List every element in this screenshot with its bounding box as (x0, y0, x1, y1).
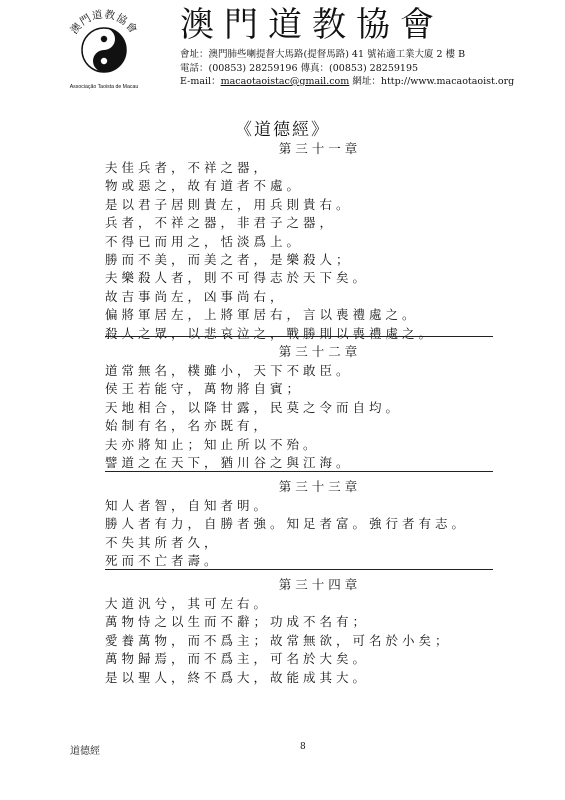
phone-fax-text: 電話：(00853) 28259196 傳真：(00853) 28259195 (180, 62, 419, 74)
document-title: 《道德經》 (235, 120, 330, 140)
logo-ring-text: 澳門道教協會 (68, 8, 140, 37)
chapter-32 (105, 342, 495, 472)
section-divider (105, 336, 493, 337)
verse-line: 死而不亡者壽。 (105, 553, 221, 569)
section-divider (105, 471, 493, 472)
contact-info (180, 48, 514, 89)
email-label: E-mail： (180, 76, 221, 87)
verse-line: 夫亦將知止；知止所以不殆。 (105, 436, 320, 452)
website-link[interactable]: http://www.macaotaoist.org (380, 76, 515, 87)
verse-line: 大道汎兮，其可左右。 (105, 596, 271, 611)
verse-line: 道常無名，樸雖小，天下不敢臣。 (105, 363, 353, 378)
footer-document-name: 道德經 (70, 746, 100, 757)
verse-line: 偏將軍居左，上將軍居右，言以喪禮處之。 (105, 307, 419, 323)
organization-name: 澳門道教協會 (180, 5, 444, 45)
address-text: 會址：澳門肺些喇提督大馬路(提督馬路) 41 號祐適工業大廈 2 樓 B (180, 49, 466, 60)
chapter-heading: 第三十四章 (278, 577, 362, 592)
verse-line: 始制有名，名亦既有， (105, 418, 271, 434)
verse-line: 故吉事尚左，凶事尚右， (105, 288, 287, 304)
verse-line: 不得已而用之，恬淡爲上。 (105, 233, 304, 249)
chapter-heading: 第三十一章 (278, 141, 362, 156)
email-website-row (180, 75, 514, 89)
verse-line: 譬道之在天下，猶川谷之與江海。 (105, 454, 353, 470)
verse-line: 知人者智，自知者明。 (105, 498, 271, 513)
verse-line: 不失其所者久， (105, 534, 221, 550)
verse-line: 天地相合，以降甘露，民莫之令而自均。 (105, 399, 403, 415)
logo-subtitle: Associação Taoista de Macau (69, 84, 139, 90)
verse-line: 是以君子居則貴左，用兵則貴右。 (105, 196, 353, 212)
verse-line: 勝人者有力，自勝者強。知足者富。強行者有志。 (105, 516, 469, 532)
verse-line: 愛養萬物，而不爲主；故常無欲，可名於小矣； (105, 632, 452, 648)
chapter-33 (105, 477, 495, 571)
verse-line: 兵者，不祥之器，非君子之器， (105, 215, 337, 231)
verse-line: 殺人之眾，以悲哀泣之，戰勝則以喪禮處之。 (105, 325, 436, 341)
verse-line: 是以聖人，終不爲大，故能成其大。 (105, 669, 370, 685)
chapter-heading: 第三十三章 (278, 479, 362, 494)
verse-line: 夫樂殺人者，則不可得志於天下矣。 (105, 270, 370, 286)
email-link[interactable]: macaotaoistac@gmail.com (220, 76, 350, 87)
chapter-34 (105, 575, 495, 687)
page-number: 8 (300, 742, 306, 752)
section-divider (105, 569, 493, 570)
verse-line: 萬物歸焉，而不爲主，可名於大矣。 (105, 651, 370, 667)
verse-line: 物或惡之，故有道者不處。 (105, 178, 304, 194)
taoist-association-logo (58, 4, 150, 92)
verse-line: 萬物恃之以生而不辭；功成不名有； (105, 614, 370, 630)
verse-line: 夫佳兵者，不祥之器， (105, 160, 271, 175)
website-label: 網址： (352, 76, 381, 87)
verse-line: 勝而不美，而美之者，是樂殺人； (105, 251, 353, 267)
yin-yang-icon (82, 28, 126, 72)
chapter-heading: 第三十二章 (278, 344, 362, 359)
verse-line: 侯王若能守，萬物將自賓； (105, 381, 304, 397)
chapter-31 (105, 139, 495, 343)
